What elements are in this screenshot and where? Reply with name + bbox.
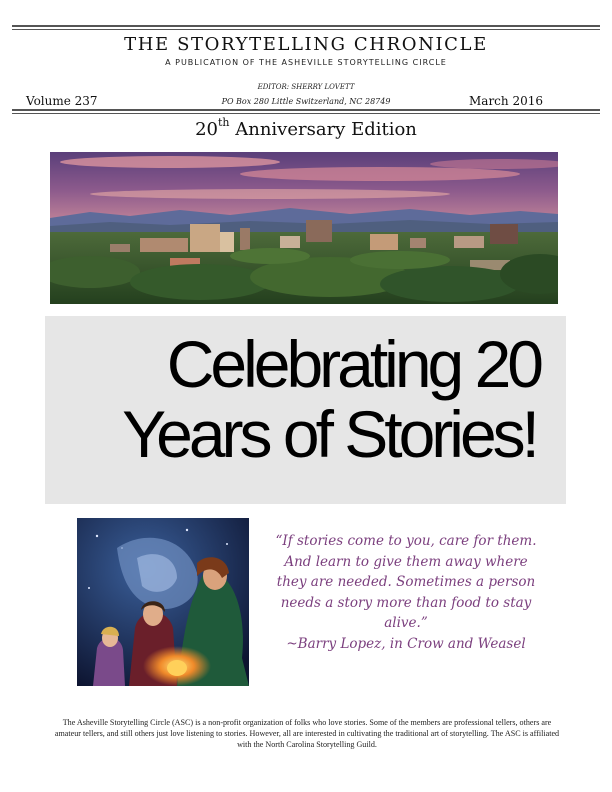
quote-attribution: ~Barry Lopez, in Crow and Weasel xyxy=(286,635,526,652)
volume-number: Volume 237 xyxy=(26,94,98,108)
issue-date: March 2016 xyxy=(469,94,543,108)
city-skyline-photo xyxy=(50,152,558,304)
mailing-address: PO Box 280 Little Switzerland, NC 28749 xyxy=(221,97,391,106)
edition-number: 20 xyxy=(195,119,218,140)
edition-ordinal: th xyxy=(217,116,230,129)
editor-credit: EDITOR: SHERRY LOVETT xyxy=(257,83,355,91)
top-rule xyxy=(12,25,600,27)
featured-quote xyxy=(270,531,542,654)
header-bottom-rule-thin xyxy=(12,113,600,114)
top-rule-thin xyxy=(12,29,600,30)
organization-description: The Asheville Storytelling Circle (ASC) is a non-profit organization of folks who love stories. Some of the members are professional tellers, others are amateur tellers, and still others just love listening to stories. However, all are interested in cultivating the traditional art of storytelling. The ASC is affiliated with the North Carolina Storytelling Guild. xyxy=(54,718,560,749)
banner-headline-line-1: Celebrating 20 xyxy=(166,327,540,401)
edition-heading xyxy=(0,118,612,140)
storytelling-illustration xyxy=(77,518,249,686)
banner-headline-line-2: Years of Stories! xyxy=(122,397,536,471)
anniversary-banner xyxy=(45,316,566,504)
quote-text: “If stories come to you, care for them. And learn to give them away where they are needed. Sometimes a person needs a story more than food to stay alive.” xyxy=(275,533,537,631)
newsletter-subtitle: A PUBLICATION OF THE ASHEVILLE STORYTELLING CIRCLE xyxy=(165,58,447,67)
newsletter-title: THE STORYTELLING CHRONICLE xyxy=(124,34,488,55)
header-bottom-rule xyxy=(12,109,600,111)
edition-label: Anniversary Edition xyxy=(235,119,417,140)
